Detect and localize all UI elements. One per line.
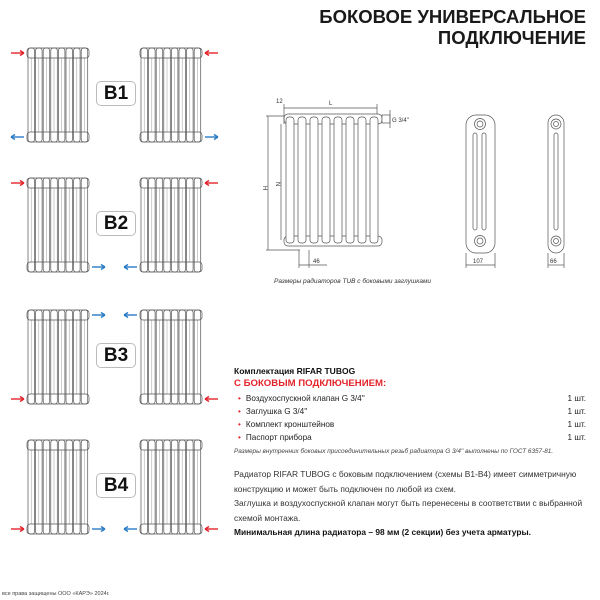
front-tube — [298, 117, 306, 243]
kit-item-name — [238, 420, 334, 429]
scheme-label: B2 — [96, 211, 136, 236]
dim-66: 66 — [550, 259, 557, 265]
dim-N: N — [274, 182, 280, 187]
kit-section — [234, 366, 586, 455]
return-arrow-icon — [92, 527, 105, 532]
scheme-b4 — [0, 436, 230, 546]
front-tube — [346, 117, 354, 243]
radiator-right — [140, 310, 202, 404]
front-tube — [334, 117, 342, 243]
bullet-icon: • — [238, 394, 241, 403]
kit-item-label: Воздухоспускной клапан G 3/4'' — [245, 394, 365, 403]
drawing-caption: Размеры радиаторов TUB с боковыми заглушками — [274, 278, 432, 285]
radiator-front-view — [284, 110, 390, 246]
description-p2: Заглушка и воздухоспускной клапан могут быть перенесены в соответствии с выбранной схемой монтажа. — [234, 498, 583, 523]
front-tube — [322, 117, 330, 243]
bullet-icon: • — [238, 420, 241, 429]
kit-subheading: С БОКОВЫМ ПОДКЛЮЧЕНИЕМ: — [234, 378, 387, 389]
description — [234, 467, 586, 540]
front-tube — [286, 117, 294, 243]
kit-item-qty: 1 шт. — [567, 394, 586, 403]
radiator-side-view-2-tube — [548, 115, 564, 268]
return-arrow-icon — [124, 313, 137, 318]
supply-arrow-icon — [11, 397, 24, 402]
kit-item — [234, 431, 586, 444]
kit-item-qty: 1 шт. — [567, 433, 586, 442]
front-tube — [370, 117, 378, 243]
kit-heading: Комплектация RIFAR TUBOG — [234, 366, 356, 376]
kit-item — [234, 405, 586, 418]
radiator-left — [27, 310, 89, 404]
kit-item — [234, 392, 586, 405]
kit-item-label: Комплект кронштейнов — [245, 420, 335, 429]
kit-item-label: Паспорт прибора — [245, 433, 312, 442]
front-tube — [310, 117, 318, 243]
scheme-label: B1 — [96, 81, 136, 106]
front-tube — [358, 117, 366, 243]
radiator-left — [27, 440, 89, 534]
bullet-icon: • — [238, 407, 241, 416]
title-line-1: БОКОВОЕ УНИВЕРСАЛЬНОЕ — [319, 6, 586, 27]
description-p1: Радиатор RIFAR TUBOG с боковым подключением (схемы В1-В4) имеет симметричную конструкцию и может быть подключен по любой из схем. — [234, 469, 577, 494]
radiator-side-view-3-tube — [466, 115, 495, 268]
dim-H: H — [261, 186, 267, 191]
kit-item-qty: 1 шт. — [567, 420, 586, 429]
kit-item — [234, 418, 586, 431]
dim-46: 46 — [313, 259, 320, 265]
kit-item-name — [238, 394, 365, 403]
kit-note: Размеры внутренних боковых присоединительных резьб радиатора G 3/4'' выполнены по ГОСТ 6357-81. — [234, 448, 554, 455]
description-p3: Минимальная длина радиатора – 98 мм (2 секции) без учета арматуры. — [234, 527, 531, 537]
radiator-right — [140, 440, 202, 534]
thread-size: G 3/4'' — [392, 118, 409, 124]
scheme-label: B3 — [96, 343, 136, 368]
dim-L: L — [329, 101, 333, 107]
return-arrow-icon — [124, 527, 137, 532]
kit-item-label: Заглушка G 3/4'' — [245, 407, 308, 416]
bullet-icon: • — [238, 433, 241, 442]
supply-arrow-icon — [205, 527, 218, 532]
supply-arrow-icon — [11, 527, 24, 532]
copyright: все права защищены ООО «КАРЭ» 2024г. — [2, 591, 110, 597]
title-line-2: ПОДКЛЮЧЕНИЕ — [437, 27, 586, 48]
kit-item-name — [238, 407, 307, 416]
scheme-label: B4 — [96, 473, 136, 498]
supply-arrow-icon — [205, 397, 218, 402]
scheme-b3 — [0, 306, 230, 416]
dim-107: 107 — [473, 259, 484, 265]
kit-item-name — [238, 433, 312, 442]
return-arrow-icon — [92, 313, 105, 318]
kit-item-qty: 1 шт. — [567, 407, 586, 416]
dim-12: 12 — [276, 99, 283, 105]
